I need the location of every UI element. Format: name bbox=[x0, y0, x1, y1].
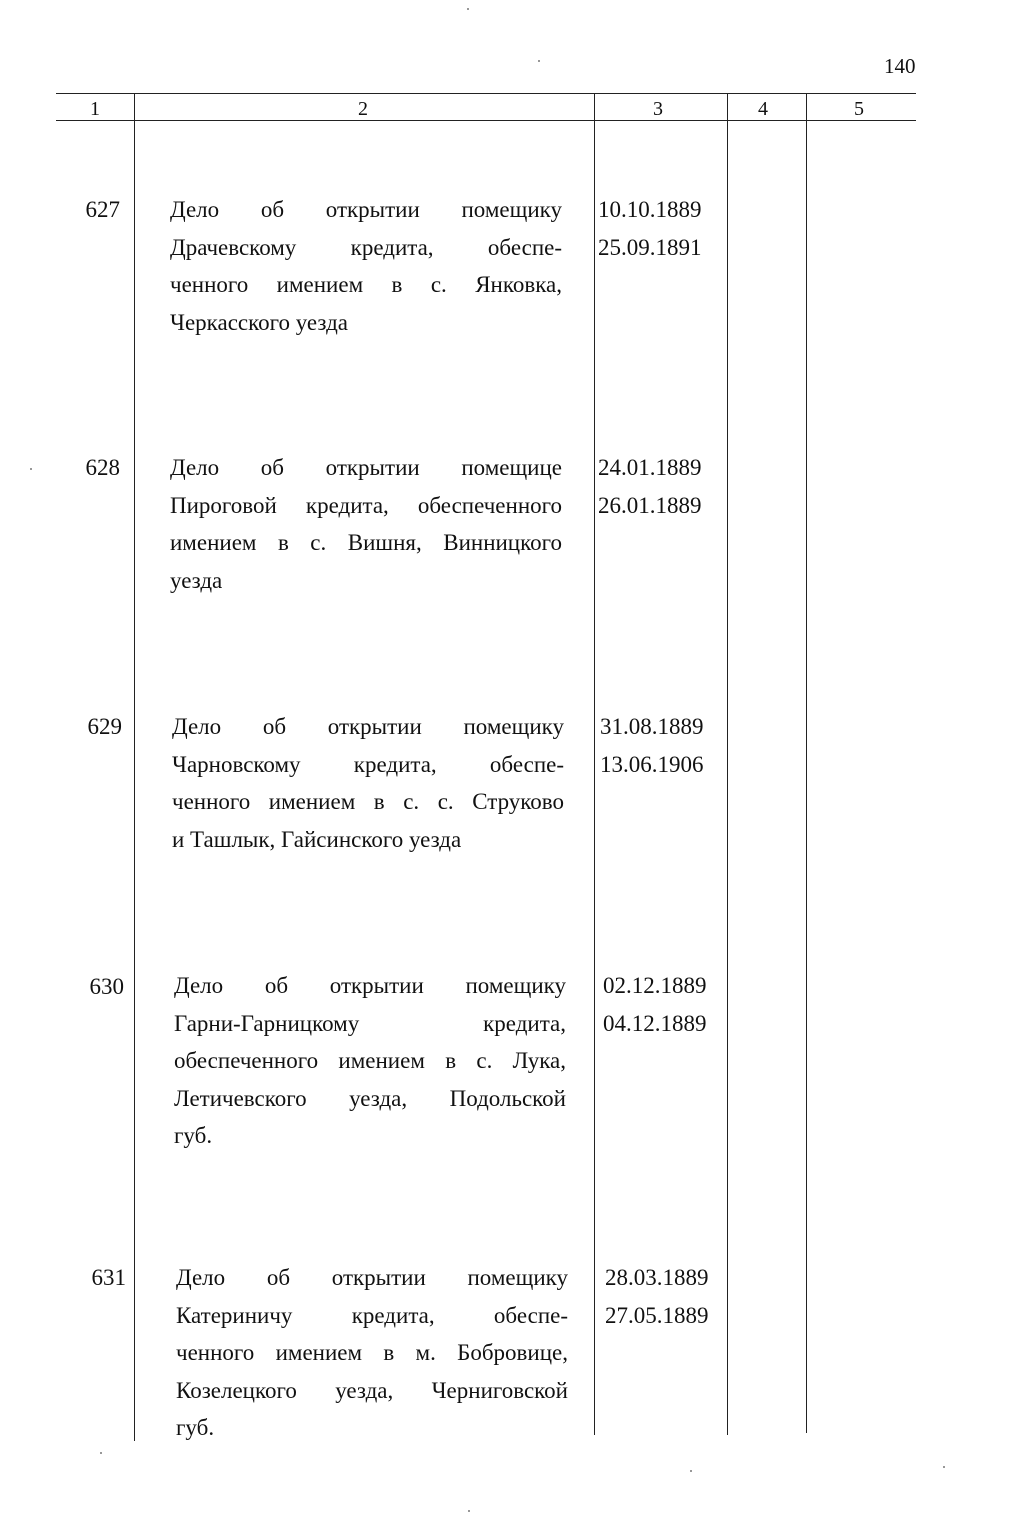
row-dates bbox=[605, 1259, 709, 1334]
end-date: 25.09.1891 bbox=[598, 234, 702, 260]
column-divider-1-2 bbox=[134, 93, 135, 1441]
column-header-3: 3 bbox=[653, 98, 663, 120]
row-dates bbox=[600, 708, 704, 783]
scan-speck bbox=[100, 1452, 102, 1454]
row-description: Дело об открытии помещику Гарни-Гарницкому кредита, обеспеченного имением в с. Лука, Летичевского уезда, Подольской губ. bbox=[174, 973, 566, 1148]
column-divider-3-4 bbox=[727, 93, 728, 1435]
scan-speck bbox=[538, 60, 540, 62]
row-number: 627 bbox=[85, 197, 120, 222]
start-date: 28.03.1889 bbox=[605, 1265, 709, 1290]
scan-speck bbox=[30, 468, 32, 470]
end-date: 13.06.1906 bbox=[600, 751, 704, 777]
row-dates bbox=[598, 449, 702, 524]
scan-speck bbox=[467, 8, 469, 10]
row-number: 628 bbox=[85, 455, 120, 480]
column-header-1: 1 bbox=[90, 98, 100, 120]
start-date: 24.01.1889 bbox=[598, 455, 702, 480]
table-top-rule bbox=[56, 93, 916, 94]
end-date: 26.01.1889 bbox=[598, 492, 702, 518]
end-date: 27.05.1889 bbox=[605, 1302, 709, 1328]
start-date: 10.10.1889 bbox=[598, 197, 702, 222]
row-description: Дело об открытии помещику Драчевскому кредита, обеспе- ченного имением в с. Янковка, Черкасского уезда bbox=[170, 197, 562, 335]
row-number: 631 bbox=[91, 1265, 126, 1290]
row-dates bbox=[603, 967, 707, 1042]
scan-speck bbox=[468, 1510, 470, 1512]
row-dates bbox=[598, 191, 702, 266]
row-number: 630 bbox=[89, 974, 124, 999]
row-description: Дело об открытии помещице Пироговой кредита, обеспеченного имением в с. Вишня, Винницкого уезда bbox=[170, 455, 562, 593]
row-description: Дело об открытии помещику Чарновскому кредита, обеспе- ченного имением в с. с. Струково и Ташлык, Гайсинского уезда bbox=[172, 714, 564, 852]
column-header-2: 2 bbox=[358, 98, 368, 120]
scan-speck bbox=[943, 1466, 945, 1468]
scan-speck bbox=[690, 1470, 692, 1472]
column-divider-4-5 bbox=[806, 93, 807, 1433]
column-header-5: 5 bbox=[854, 98, 864, 120]
page-number: 140 bbox=[884, 54, 916, 78]
row-description: Дело об открытии помещику Катериничу кредита, обеспе- ченного имением в м. Бобровице, Козелецкого уезда, Черниговской губ. bbox=[176, 1265, 568, 1440]
start-date: 31.08.1889 bbox=[600, 714, 704, 739]
column-divider-2-3 bbox=[594, 93, 595, 1435]
column-header-4: 4 bbox=[758, 98, 768, 120]
start-date: 02.12.1889 bbox=[603, 973, 707, 998]
end-date: 04.12.1889 bbox=[603, 1010, 707, 1036]
row-number: 629 bbox=[87, 714, 122, 739]
